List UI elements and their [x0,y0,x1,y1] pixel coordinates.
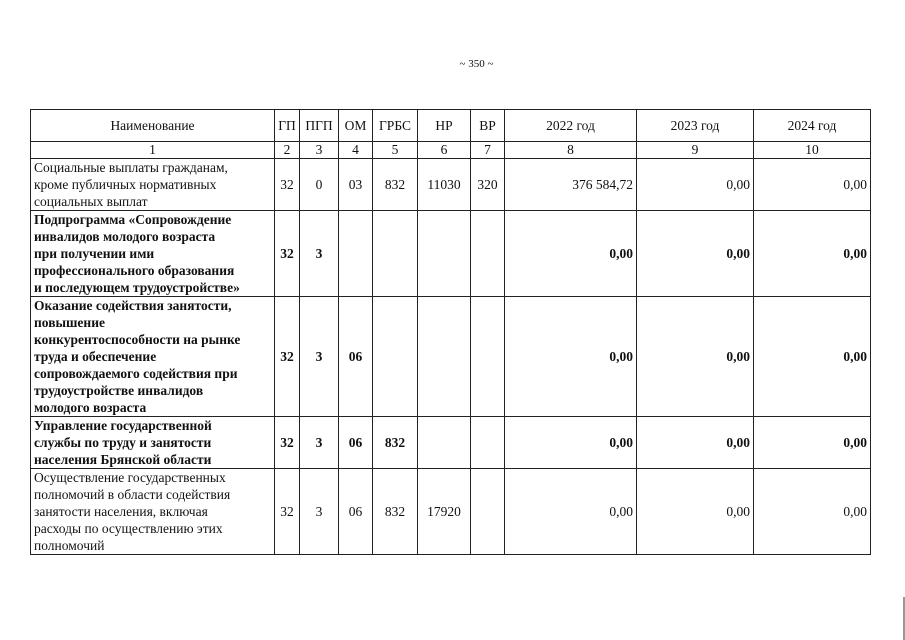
cell-nr [418,417,471,469]
header-pgp: ПГП [300,110,339,142]
cell-2023: 0,00 [637,297,754,417]
cell-2022: 0,00 [505,469,637,555]
row-name [31,469,275,555]
cell-pgp: 3 [300,417,339,469]
column-number: 10 [754,142,871,159]
cell-2024: 0,00 [754,211,871,297]
cell-nr [418,211,471,297]
row-name-line: профессионального образования [34,263,235,278]
row-name-line: полномочий [34,538,105,553]
header-2023: 2023 год [637,110,754,142]
header-2024: 2024 год [754,110,871,142]
header-vr: ВР [471,110,505,142]
cell-gp: 32 [275,417,300,469]
row-name-line: Оказание содействия занятости, [34,298,232,313]
cell-nr: 17920 [418,469,471,555]
column-number: 9 [637,142,754,159]
column-number: 4 [339,142,373,159]
row-name-line: конкурентоспособности на рынке [34,332,241,347]
cell-gp: 32 [275,159,300,211]
cell-2024: 0,00 [754,159,871,211]
header-name: Наименование [31,110,275,142]
cell-pgp: 0 [300,159,339,211]
row-name-line: Осуществление государственных [34,470,226,485]
row-name [31,297,275,417]
cell-2023: 0,00 [637,159,754,211]
row-name-line: полномочий в области содействия [34,487,231,502]
header-row [31,110,871,142]
row-name-line: расходы по осуществлению этих [34,521,223,536]
row-name-line: кроме публичных нормативных [34,177,217,192]
cell-2022: 376 584,72 [505,159,637,211]
cell-2024: 0,00 [754,417,871,469]
column-number: 2 [275,142,300,159]
cell-vr: 320 [471,159,505,211]
table-body [31,159,871,555]
row-name-line: Подпрограмма «Сопровождение [34,212,232,227]
cell-gp: 32 [275,211,300,297]
cell-vr [471,417,505,469]
cell-om [339,211,373,297]
row-name-line: сопровождаемого содействия при [34,366,238,381]
row-name-line: и последующем трудоустройстве» [34,280,240,295]
cell-grbs: 832 [373,469,418,555]
table-row [31,159,871,211]
cell-2022: 0,00 [505,417,637,469]
cell-vr [471,297,505,417]
row-name [31,211,275,297]
table-row [31,211,871,297]
header-om: ОМ [339,110,373,142]
column-number: 3 [300,142,339,159]
row-name-line: молодого возраста [34,400,147,415]
column-number: 5 [373,142,418,159]
cell-grbs: 832 [373,159,418,211]
row-name-line: инвалидов молодого возраста [34,229,216,244]
cell-2023: 0,00 [637,417,754,469]
cell-grbs [373,297,418,417]
row-name [31,159,275,211]
cell-om: 06 [339,297,373,417]
cell-pgp: 3 [300,297,339,417]
cell-nr [418,297,471,417]
column-number: 1 [31,142,275,159]
header-nr: НР [418,110,471,142]
row-name-line: повышение [34,315,105,330]
cell-pgp: 3 [300,211,339,297]
row-name-line: труда и обеспечение [34,349,157,364]
column-number: 7 [471,142,505,159]
cell-vr [471,469,505,555]
budget-table [30,109,871,555]
cell-om: 06 [339,469,373,555]
page-number: ~ 350 ~ [459,58,494,70]
cell-vr [471,211,505,297]
cell-grbs: 832 [373,417,418,469]
cell-gp: 32 [275,469,300,555]
column-number: 6 [418,142,471,159]
cell-gp: 32 [275,297,300,417]
cell-om: 03 [339,159,373,211]
row-name-line: занятости населения, включая [34,504,208,519]
row-name-line: населения Брянской области [34,452,212,467]
cell-2023: 0,00 [637,469,754,555]
row-name-line: Социальные выплаты гражданам, [34,160,228,175]
row-name-line: Управление государственной [34,418,212,433]
cell-nr: 11030 [418,159,471,211]
table-row [31,297,871,417]
column-number-row [31,142,871,159]
header-grbs: ГРБС [373,110,418,142]
cell-grbs [373,211,418,297]
column-number: 8 [505,142,637,159]
row-name-line: службы по труду и занятости [34,435,212,450]
header-gp: ГП [275,110,300,142]
row-name-line: социальных выплат [34,194,148,209]
cell-pgp: 3 [300,469,339,555]
table-row [31,469,871,555]
cell-2023: 0,00 [637,211,754,297]
header-2022: 2022 год [505,110,637,142]
table-row [31,417,871,469]
row-name [31,417,275,469]
cell-2022: 0,00 [505,211,637,297]
cell-2024: 0,00 [754,297,871,417]
cell-2022: 0,00 [505,297,637,417]
cell-om: 06 [339,417,373,469]
cell-2024: 0,00 [754,469,871,555]
row-name-line: при получении ими [34,246,155,261]
row-name-line: трудоустройстве инвалидов [34,383,204,398]
